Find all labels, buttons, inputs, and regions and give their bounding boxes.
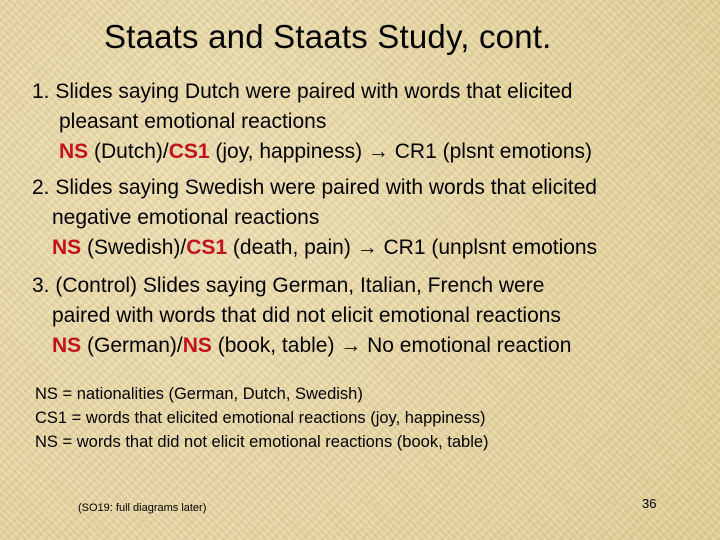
response-text: CR1 (plsnt emotions) [388, 140, 592, 163]
ns-label: NS [52, 236, 82, 259]
stimulus-text: (death, pain) [227, 236, 357, 259]
ns-label: NS [59, 140, 89, 163]
stimulus-text: (book, table) [211, 334, 341, 357]
item-1-pairing [32, 137, 592, 167]
ns-text: (Dutch)/ [88, 140, 169, 163]
arrow-right-icon: → [367, 140, 389, 163]
list-item-1 [32, 77, 592, 167]
definitions-notes [35, 382, 489, 454]
response-text: No emotional reaction [361, 334, 572, 357]
stimulus-text: (joy, happiness) [209, 140, 368, 163]
response-text: CR1 (unplsnt emotions [377, 236, 598, 259]
item-3-pairing [32, 331, 571, 361]
item-3-line-1: 3. (Control) Slides saying German, Italian, French were [32, 274, 545, 297]
stimulus-label: CS1 [168, 140, 210, 163]
footer-note: (SO19: full diagrams later) [78, 502, 207, 514]
note-line: NS = words that did not elicit emotional reactions (book, table) [35, 433, 489, 451]
ns-text: (Swedish)/ [81, 236, 187, 259]
arrow-right-icon: → [356, 236, 378, 259]
note-line: CS1 = words that elicited emotional reactions (joy, happiness) [35, 409, 486, 427]
note-line: NS = nationalities (German, Dutch, Swedish) [35, 385, 363, 403]
item-1-line-2: pleasant emotional reactions [59, 110, 327, 133]
item-2-pairing [32, 233, 597, 263]
item-1-line-1: 1. Slides saying Dutch were paired with words that elicited [32, 80, 573, 103]
item-2-line-1: 2. Slides saying Swedish were paired with words that elicited [32, 176, 597, 199]
item-2-line-2: negative emotional reactions [52, 206, 320, 229]
stimulus-label: CS1 [186, 236, 228, 259]
ns-label: NS [52, 334, 82, 357]
ns-text: (German)/ [81, 334, 183, 357]
arrow-right-icon: → [340, 334, 362, 357]
list-item-2 [32, 173, 597, 263]
stimulus-label: NS [182, 334, 212, 357]
page-number: 36 [642, 496, 657, 511]
slide-title: Staats and Staats Study, cont. [104, 18, 552, 55]
item-3-line-2: paired with words that did not elicit emotional reactions [52, 304, 561, 327]
list-item-3 [32, 271, 571, 361]
